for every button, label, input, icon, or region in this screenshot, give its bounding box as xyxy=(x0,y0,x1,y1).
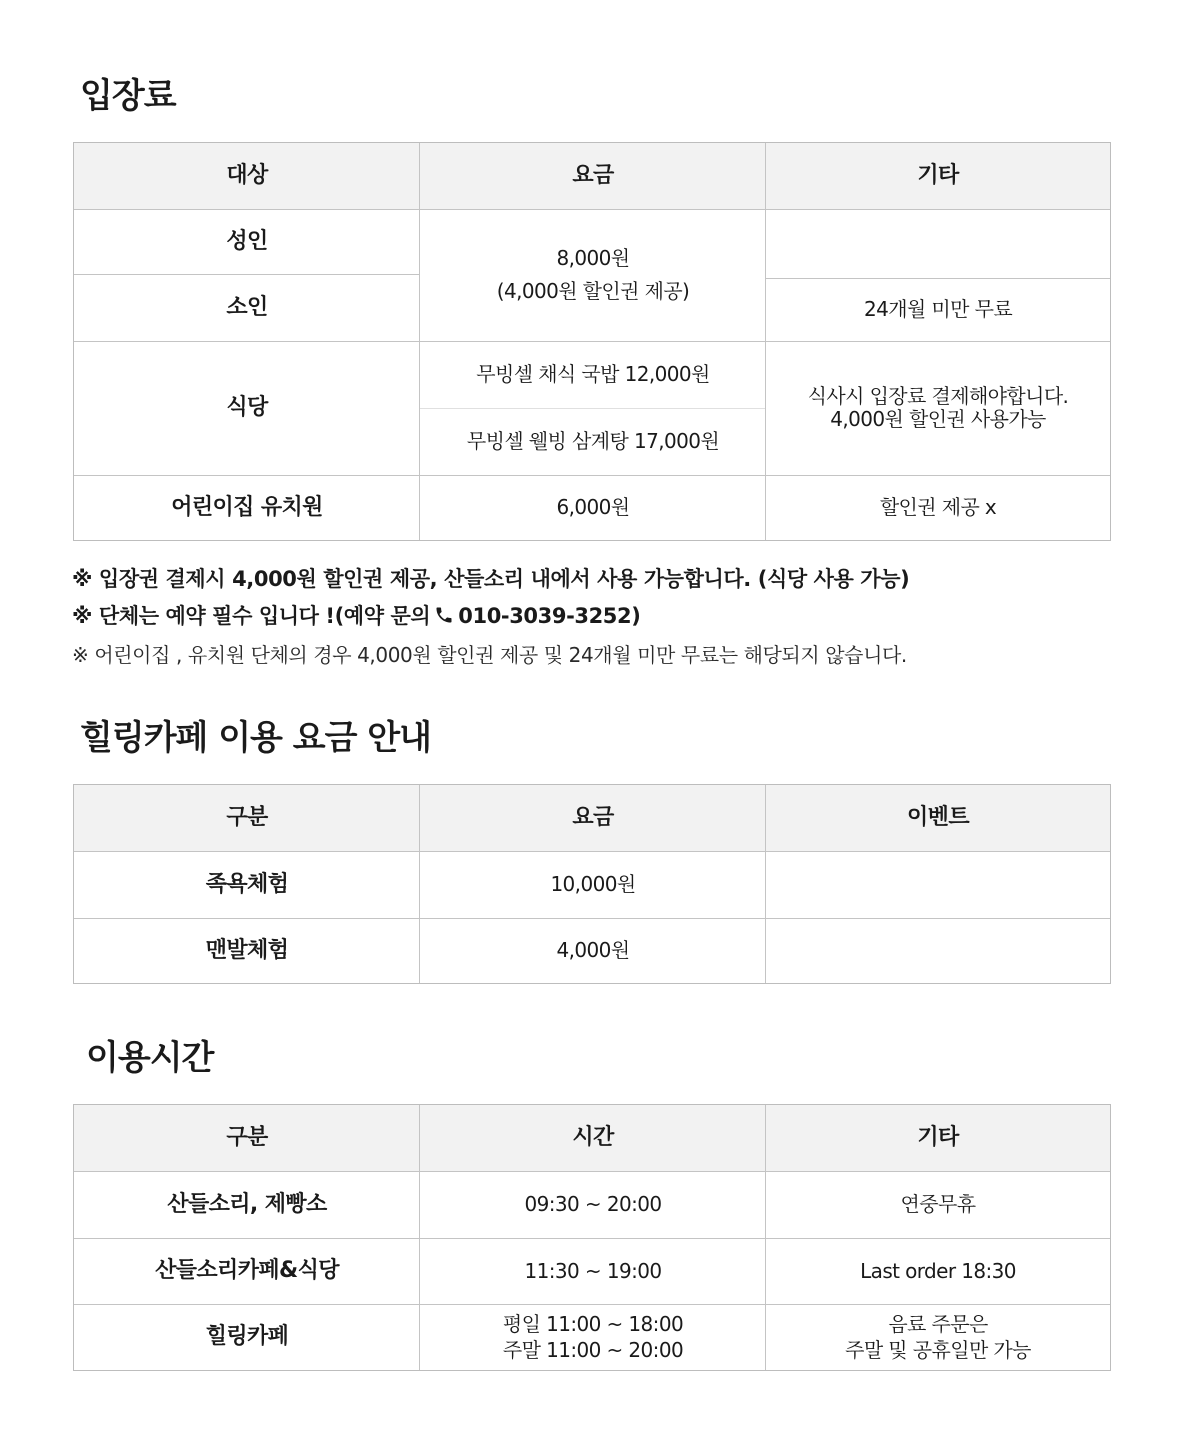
row-kindergarten: 어린이집 유치원 xyxy=(171,494,323,520)
hours-bakery-note: 연중무휴 xyxy=(900,1192,976,1216)
kindergarten-etc: 할인권 제공 x xyxy=(879,495,997,519)
cafe-table xyxy=(73,784,1111,984)
hours-row-bakery: 산들소리, 제빵소 xyxy=(167,1191,327,1217)
restaurant-note-1: 식사시 입장료 결제해야합니다. xyxy=(807,384,1069,408)
price-main: 8,000원 xyxy=(556,246,630,270)
row-adult: 성인 xyxy=(226,228,268,254)
child-etc: 24개월 미만 무료 xyxy=(863,297,1013,321)
header-target: 대상 xyxy=(74,143,420,209)
reservation-phone: 010-3039-3252) xyxy=(458,604,641,628)
healing-note-1: 음료 주문은 xyxy=(888,1312,988,1336)
hours-header-etc: 기타 xyxy=(766,1105,1110,1171)
header-etc: 기타 xyxy=(766,143,1110,209)
menu-vegan-soup: 무빙셀 채식 국밥 12,000원 xyxy=(476,362,710,386)
row-child: 소인 xyxy=(226,294,268,320)
note-reservation xyxy=(72,600,640,630)
phone-icon xyxy=(434,605,454,630)
hours-row-cafe-restaurant: 산들소리카페&식당 xyxy=(155,1258,339,1284)
note-kindergarten: ※ 어린이집 , 유치원 단체의 경우 4,000원 할인권 제공 및 24개월 미만 무료는 해당되지 않습니다. xyxy=(72,643,907,667)
restaurant-etc xyxy=(766,341,1110,475)
hours-header-time: 시간 xyxy=(420,1105,766,1171)
cafe-header-event: 이벤트 xyxy=(766,785,1110,851)
hours-bakery-time: 09:30 ~ 20:00 xyxy=(524,1192,662,1216)
hours-healing-note xyxy=(766,1304,1110,1370)
admission-title: 입장료 xyxy=(80,76,176,116)
cafe-row-barefoot: 맨발체험 xyxy=(205,937,289,963)
cafe-footbath-price: 10,000원 xyxy=(550,872,636,896)
note-discount: ※ 입장권 결제시 4,000원 할인권 제공, 산들소리 내에서 사용 가능합니다. (식당 사용 가능) xyxy=(72,567,910,591)
cafe-footbath-event xyxy=(766,851,1110,918)
hours-title: 이용시간 xyxy=(86,1038,214,1078)
hours-row-healing-cafe: 힐링카페 xyxy=(205,1324,289,1350)
hours-cafe-restaurant-time: 11:30 ~ 19:00 xyxy=(524,1258,662,1283)
cafe-header-price: 요금 xyxy=(420,785,766,851)
kindergarten-price: 6,000원 xyxy=(556,495,630,519)
hours-healing-time xyxy=(420,1304,766,1370)
healing-note-2: 주말 및 공휴일만 가능 xyxy=(845,1338,1031,1362)
adult-child-price xyxy=(420,209,766,341)
cafe-header-type: 구분 xyxy=(74,785,420,851)
healing-weekend-time: 주말 11:00 ~ 20:00 xyxy=(502,1338,684,1362)
cafe-title: 힐링카페 이용 요금 안내 xyxy=(80,718,431,758)
admission-table xyxy=(73,142,1111,541)
price-sub: (4,000원 할인권 제공) xyxy=(496,279,690,303)
hours-table xyxy=(73,1104,1111,1371)
restaurant-note-2: 4,000원 할인권 사용가능 xyxy=(830,407,1046,431)
cafe-barefoot-event xyxy=(766,918,1110,983)
cafe-barefoot-price: 4,000원 xyxy=(556,938,630,962)
cafe-row-footbath: 족욕체험 xyxy=(205,871,289,897)
healing-weekday-time: 평일 11:00 ~ 18:00 xyxy=(502,1312,684,1336)
row-restaurant: 식당 xyxy=(226,395,268,421)
menu-samgyetang: 무빙셀 웰빙 삼계탕 17,000원 xyxy=(466,429,720,453)
note-reservation-text: ※ 단체는 예약 필수 입니다 !(예약 문의 xyxy=(72,604,431,628)
header-price: 요금 xyxy=(420,143,766,209)
adult-etc xyxy=(766,209,1110,278)
hours-header-type: 구분 xyxy=(74,1105,420,1171)
hours-cafe-restaurant-note: Last order 18:30 xyxy=(860,1258,1016,1283)
